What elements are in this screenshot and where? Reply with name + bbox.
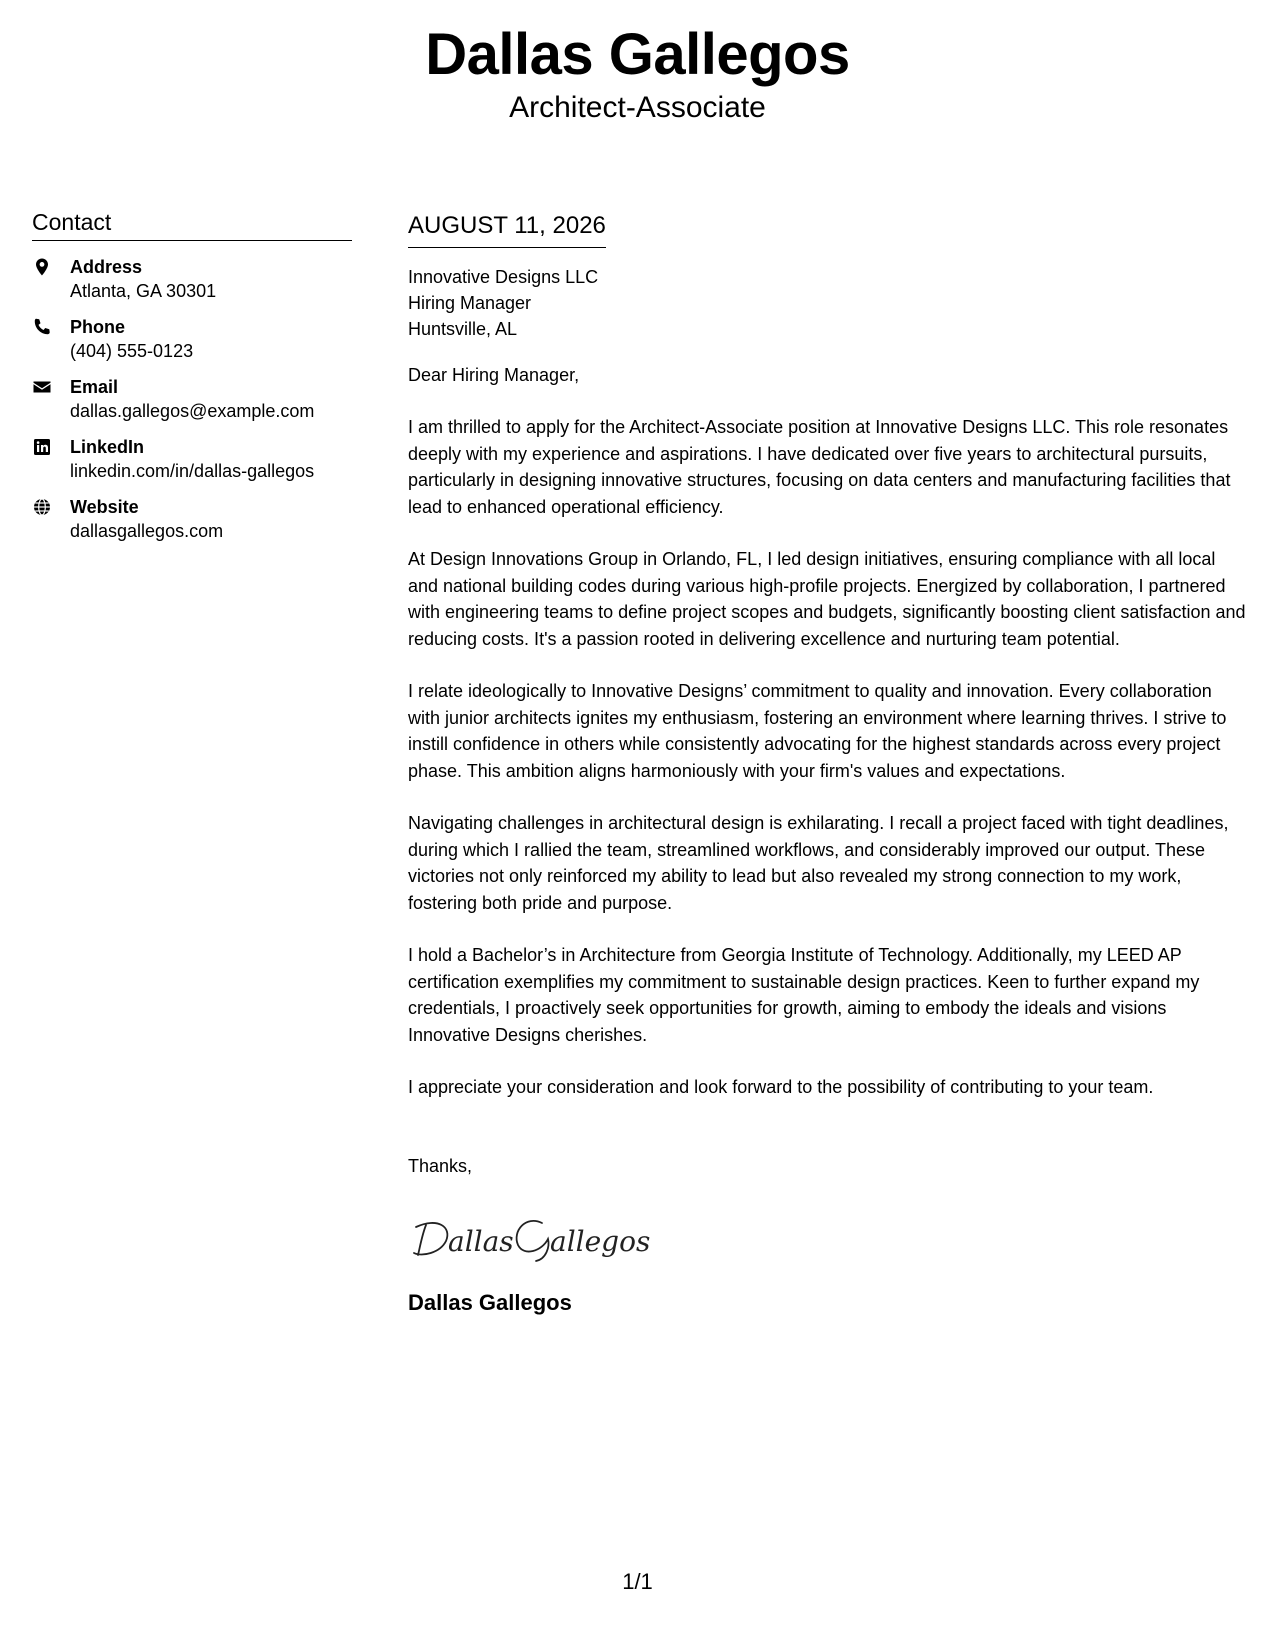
linkedin-value: linkedin.com/in/dallas-gallegos [70,461,315,481]
paragraph: I hold a Bachelor’s in Architecture from Georgia Institute of Technology. Additionally, my LEED AP certification exemplifies my commitment to sustainable design practices. Keen to further expand my credentials, I proactively seek opportunities for growth, aiming to embody the ideals and visions Innovative Designs cherishes. [408,945,1200,1045]
address-value: Atlanta, GA 30301 [70,281,217,301]
envelope-icon [32,377,52,397]
contact-item-email [32,375,352,423]
map-pin-icon [32,257,52,277]
contact-label: Website [70,497,139,517]
letter-header [0,22,1275,126]
paragraph: I appreciate your consideration and look forward to the possibility of contributing to your team. [408,1077,1154,1097]
contact-item-website [32,495,352,543]
email-value: dallas.gallegos@example.com [70,401,315,421]
recipient-block [408,264,1248,342]
letter-body [408,210,1248,1317]
paragraph: Navigating challenges in architectural design is exhilarating. I recall a project faced with tight deadlines, during which I rallied the team, streamlined workflows, and considerably improved our output. These victories not only reinforced my ability to lead but also revealed my strong connection to my work, fostering both pride and purpose. [408,813,1229,913]
signer-name: Dallas Gallegos [408,1289,572,1315]
paragraph: I am thrilled to apply for the Architect-Associate position at Innovative Designs LLC. This role resonates deeply with my experience and aspirations. I have dedicated over five years to architectural pursuits, particularly in designing innovative structures, focusing on data centers and manufacturing facilities that lead to enhanced operational efficiency. [408,417,1231,517]
globe-icon [32,497,52,517]
contact-item-address [32,255,352,303]
contact-label: Address [70,257,143,277]
contact-heading: Contact [32,208,352,241]
handwritten-signature [408,1207,668,1263]
salutation: Dear Hiring Manager, [408,365,580,385]
phone-icon [32,317,52,337]
website-value: dallasgallegos.com [70,521,224,541]
applicant-title: Architect-Associate [509,91,766,124]
contact-label: LinkedIn [70,437,145,457]
svg-text:allegos: allegos [550,1224,651,1258]
linkedin-icon [32,437,52,457]
contact-item-linkedin [32,435,352,483]
contact-item-phone [32,315,352,363]
paragraph: I relate ideologically to Innovative Designs’ commitment to quality and innovation. Every collaboration with junior architects ignites my enthusiasm, fostering an environment where learning thrives. I strive to instill confidence in others while consistently advocating for the highest standards across every project phase. This ambition aligns harmoniously with your firm's values and expectations. [408,681,1227,781]
page-number: 1/1 [622,1569,653,1594]
svg-text:allas: allas [448,1224,514,1258]
applicant-name: Dallas Gallegos [425,22,850,87]
recipient-role: Hiring Manager [408,293,532,313]
recipient-location: Huntsville, AL [408,319,518,339]
phone-value: (404) 555-0123 [70,341,194,361]
contact-sidebar [32,208,352,543]
recipient-company: Innovative Designs LLC [408,267,599,287]
paragraph: At Design Innovations Group in Orlando, FL, I led design initiatives, ensuring compliance with all local and national building codes during various high-profile projects. Energized by collaboration, I partnered with engineering teams to define project scopes and budgets, significantly boosting client satisfaction and reducing costs. It's a passion rooted in delivering excellence and nurturing team potential. [408,549,1246,649]
letter-date: AUGUST 11, 2026 [408,210,606,248]
contact-label: Email [70,377,119,397]
contact-label: Phone [70,317,126,337]
closing: Thanks, [408,1155,473,1176]
